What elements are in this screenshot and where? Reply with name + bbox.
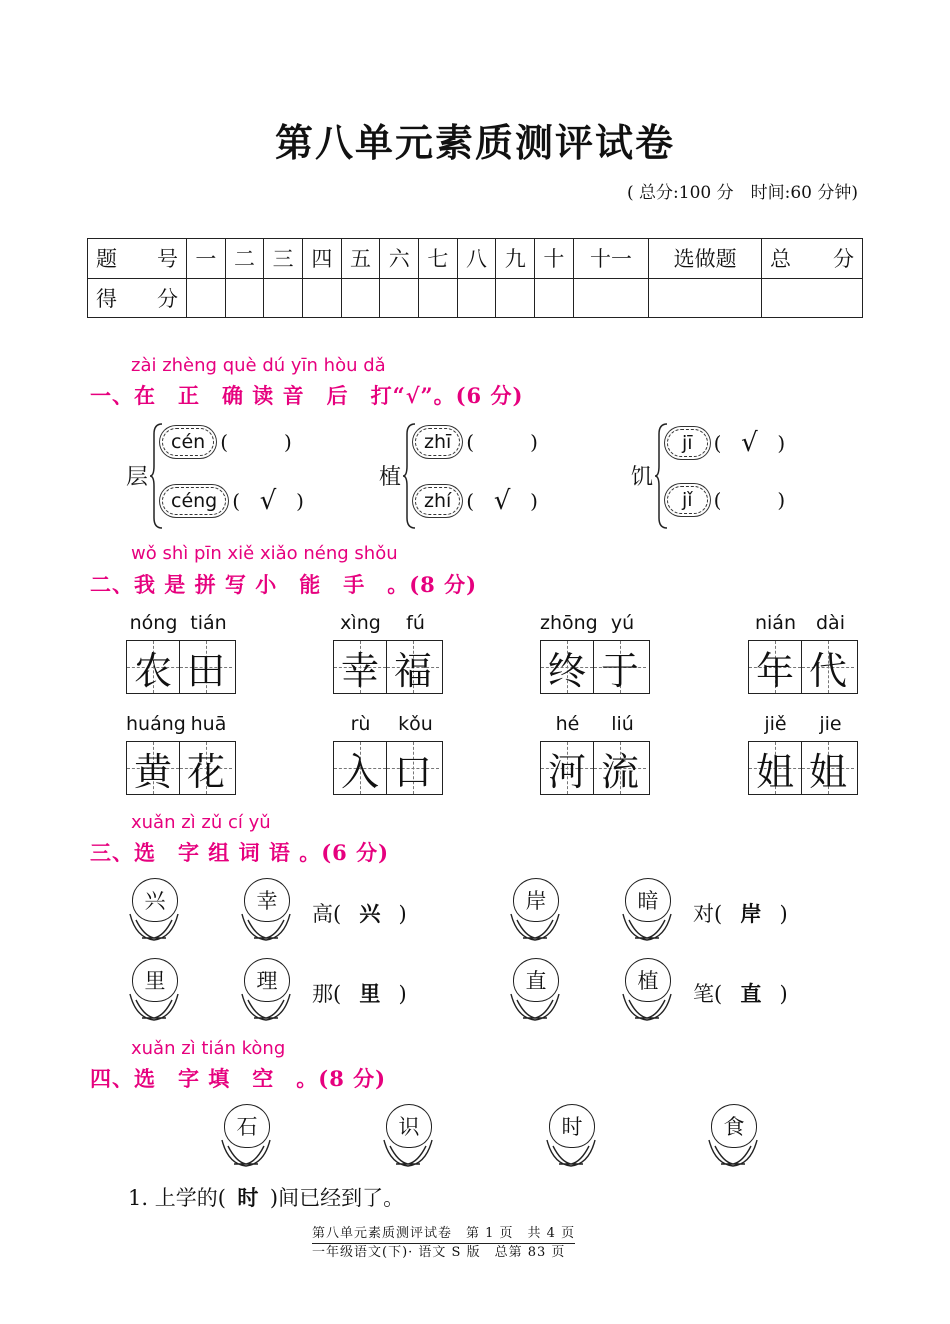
word-pinyin: zhōng (540, 612, 598, 634)
choice-char: 饥 (631, 465, 654, 490)
close-paren: ) (777, 488, 786, 512)
word-pinyin: huáng (126, 713, 186, 735)
tian-grid-box[interactable] (748, 741, 858, 795)
written-char: 黄 (133, 749, 172, 794)
open-paren: ( (466, 489, 475, 513)
flower-char: 幸 (244, 878, 290, 922)
written-char: 福 (393, 648, 432, 693)
written-char: 姐 (755, 749, 794, 794)
word-pinyin: hé (555, 713, 580, 735)
tian-cell (334, 641, 387, 693)
score-input-cell[interactable] (496, 278, 535, 318)
section1-pinyin: zài zhèng què dú yīn hòu dǎ (131, 355, 386, 376)
section4-pinyin: xuǎn zì tián kòng (131, 1038, 286, 1059)
close-paren: ) (296, 489, 304, 513)
answer-field[interactable]: 岸 (740, 902, 762, 926)
section3-heading: 三、选 字 组 词 语 。(6 分) (90, 840, 390, 865)
score-table-score-row (88, 278, 863, 318)
written-char: 流 (600, 749, 639, 794)
table-cell: 一 (187, 239, 226, 279)
table-cell: 四 (303, 239, 342, 279)
section3-pinyin: xuǎn zì zǔ cí yǔ (131, 812, 271, 833)
open-paren: ( (232, 489, 241, 513)
table-cell: 十一 (573, 239, 649, 279)
written-char: 花 (186, 749, 225, 794)
written-char: 年 (755, 648, 794, 693)
written-char: 终 (547, 648, 586, 693)
table-cell: 十 (535, 239, 574, 279)
tian-cell (180, 641, 232, 693)
section1-heading: 一、在 正 确 读 音 后 打“√”。(6 分) (90, 383, 524, 408)
score-table-header-row (88, 239, 863, 279)
question-suffix: )间已经到了。 (269, 1186, 405, 1210)
flower-char: 石 (224, 1104, 270, 1148)
flower-option[interactable] (507, 878, 563, 942)
choice-option[interactable] (415, 428, 538, 456)
table-cell: 得 分 (88, 278, 187, 318)
word-item (748, 713, 858, 795)
word-pinyin: yú (610, 612, 635, 634)
tian-cell (541, 742, 594, 794)
pinyin-cloud: céng (162, 487, 226, 515)
pinyin-cloud: zhī (415, 428, 460, 456)
tian-grid-box[interactable] (748, 640, 858, 694)
table-cell: 五 (341, 239, 380, 279)
table-cell: 八 (457, 239, 496, 279)
flower-option[interactable] (543, 1104, 599, 1168)
question-prefix: 1. 上学的( (128, 1186, 226, 1210)
table-cell: 二 (225, 239, 264, 279)
tian-cell (387, 641, 439, 693)
score-table (87, 238, 863, 318)
flower-char: 理 (244, 958, 290, 1002)
tian-cell (334, 742, 387, 794)
choice-option[interactable] (162, 428, 292, 456)
score-input-cell[interactable] (225, 278, 264, 318)
score-input-cell[interactable] (762, 278, 863, 318)
written-char: 农 (133, 648, 172, 693)
score-input-cell[interactable] (535, 278, 574, 318)
flower-option[interactable] (380, 1104, 436, 1168)
flower-char: 食 (711, 1104, 757, 1148)
choice-group (379, 420, 579, 530)
word-item (126, 612, 236, 694)
tian-cell (387, 742, 439, 794)
open-paren: ( (466, 430, 475, 454)
footer-line1: 第八单元素质测评试卷 第 1 页 共 4 页 (312, 1222, 575, 1244)
exam-info: ( 总分:100 分 时间:60 分钟) (626, 183, 858, 203)
word-item (333, 713, 443, 795)
word-pinyin: liú (611, 713, 634, 735)
given-char: 笔 (693, 982, 714, 1006)
score-input-cell[interactable] (187, 278, 226, 318)
open-paren: ( (220, 430, 228, 454)
tian-grid-box[interactable] (540, 741, 650, 795)
section4-heading: 四、选 字 填 空 。(8 分) (90, 1066, 387, 1091)
flower-option[interactable] (126, 878, 182, 942)
word-item (126, 713, 236, 795)
flower-option[interactable] (507, 958, 563, 1022)
flower-char: 里 (132, 958, 178, 1002)
open-paren: ( (713, 431, 722, 455)
word-blank: 对( 岸 ) (693, 898, 788, 928)
choice-group (631, 420, 831, 530)
word-pinyin: tián (190, 612, 227, 634)
choice-char: 层 (126, 465, 149, 490)
word-pinyin: nián (754, 612, 796, 634)
choice-option[interactable] (415, 486, 538, 516)
tian-cell (594, 742, 646, 794)
score-input-cell[interactable] (457, 278, 496, 318)
written-char: 姐 (808, 749, 847, 794)
tian-grid-box[interactable] (126, 640, 236, 694)
table-cell: 六 (380, 239, 419, 279)
written-char: 代 (808, 648, 847, 693)
flower-char: 兴 (132, 878, 178, 922)
word-blank: 笔( 直 ) (693, 978, 788, 1008)
word-blank: 那( 里 ) (312, 978, 407, 1008)
tian-cell (802, 641, 854, 693)
word-pinyin: rù (350, 713, 371, 735)
tian-cell (541, 641, 594, 693)
score-input-cell[interactable] (419, 278, 458, 318)
flower-option[interactable] (619, 958, 675, 1022)
word-pinyin: jiě (764, 713, 787, 735)
pinyin-cloud: jǐ (667, 486, 708, 514)
tian-grid-box[interactable] (333, 741, 443, 795)
answer-mark: √ (741, 428, 758, 458)
given-char: 高 (312, 902, 333, 926)
flower-option[interactable] (705, 1104, 761, 1168)
flower-char: 时 (549, 1104, 595, 1148)
tian-cell (749, 742, 802, 794)
table-cell: 总 分 (762, 239, 863, 279)
section2-pinyin: wǒ shì pīn xiě xiǎo néng shǒu (131, 543, 398, 564)
given-char: 那 (312, 982, 333, 1006)
table-cell: 选做题 (649, 239, 762, 279)
written-char: 幸 (340, 648, 379, 693)
answer-mark: √ (259, 486, 277, 516)
flower-option[interactable] (238, 878, 294, 942)
written-char: 于 (600, 648, 639, 693)
score-input-cell[interactable] (573, 278, 649, 318)
tian-cell (127, 641, 180, 693)
score-input-cell[interactable] (649, 278, 762, 318)
word-pinyin: dài (816, 612, 845, 634)
page-title: 第八单元素质测评试卷 (274, 120, 675, 165)
close-paren: ) (777, 431, 786, 455)
flower-char: 识 (386, 1104, 432, 1148)
choice-option[interactable] (667, 486, 785, 514)
section2-heading: 二、我 是 拼 写 小 能 手 。(8 分) (90, 572, 478, 597)
word-pinyin: nóng (129, 612, 178, 634)
tian-cell (749, 641, 802, 693)
tian-cell (802, 742, 854, 794)
footer-line2: 一年级语文(下)· 语文 S 版 总第 83 页 (312, 1245, 566, 1260)
flower-option[interactable] (619, 878, 675, 942)
flower-option[interactable] (126, 958, 182, 1022)
tian-cell (594, 641, 646, 693)
pinyin-cloud: cén (162, 428, 214, 456)
answer-mark: √ (493, 486, 511, 516)
flower-char: 暗 (625, 878, 671, 922)
given-char: 对 (693, 902, 714, 926)
tian-grid-box[interactable] (333, 640, 443, 694)
word-item (748, 612, 858, 694)
tian-grid-box[interactable] (540, 640, 650, 694)
word-item (540, 713, 650, 795)
written-char: 入 (340, 749, 379, 794)
word-pinyin: huā (190, 713, 227, 735)
flower-char: 植 (625, 958, 671, 1002)
flower-char: 岸 (513, 878, 559, 922)
choice-char: 植 (379, 465, 402, 490)
word-item (540, 612, 650, 694)
word-item (333, 612, 443, 694)
open-paren: ( (713, 488, 722, 512)
table-cell: 题 号 (88, 239, 187, 279)
word-pinyin: fú (406, 612, 425, 634)
pinyin-cloud: jī (667, 429, 708, 457)
written-char: 河 (547, 749, 586, 794)
choice-option[interactable] (667, 428, 785, 458)
answer-field[interactable]: 兴 (359, 902, 381, 926)
close-paren: ) (530, 489, 538, 513)
choice-option[interactable] (162, 486, 304, 516)
flower-option[interactable] (218, 1104, 274, 1168)
flower-option[interactable] (238, 958, 294, 1022)
written-char: 田 (186, 648, 225, 693)
answer-field[interactable]: 直 (740, 982, 762, 1006)
question-1 (128, 1182, 404, 1212)
word-pinyin: jie (819, 713, 842, 735)
word-pinyin: xìng (340, 612, 381, 634)
tian-grid-box[interactable] (126, 741, 236, 795)
choice-group (126, 420, 326, 530)
answer-field[interactable]: 里 (359, 982, 381, 1006)
close-paren: ) (530, 430, 538, 454)
table-cell: 三 (264, 239, 303, 279)
score-input-cell[interactable] (264, 278, 303, 318)
word-pinyin: kǒu (398, 713, 433, 735)
score-input-cell[interactable] (303, 278, 342, 318)
table-cell: 七 (419, 239, 458, 279)
score-input-cell[interactable] (341, 278, 380, 318)
answer-field[interactable]: 时 (237, 1186, 259, 1210)
tian-cell (180, 742, 232, 794)
tian-cell (127, 742, 180, 794)
pinyin-cloud: zhí (415, 487, 460, 515)
written-char: 口 (393, 749, 432, 794)
flower-char: 直 (513, 958, 559, 1002)
word-blank: 高( 兴 ) (312, 898, 407, 928)
table-cell: 九 (496, 239, 535, 279)
score-input-cell[interactable] (380, 278, 419, 318)
close-paren: ) (284, 430, 292, 454)
